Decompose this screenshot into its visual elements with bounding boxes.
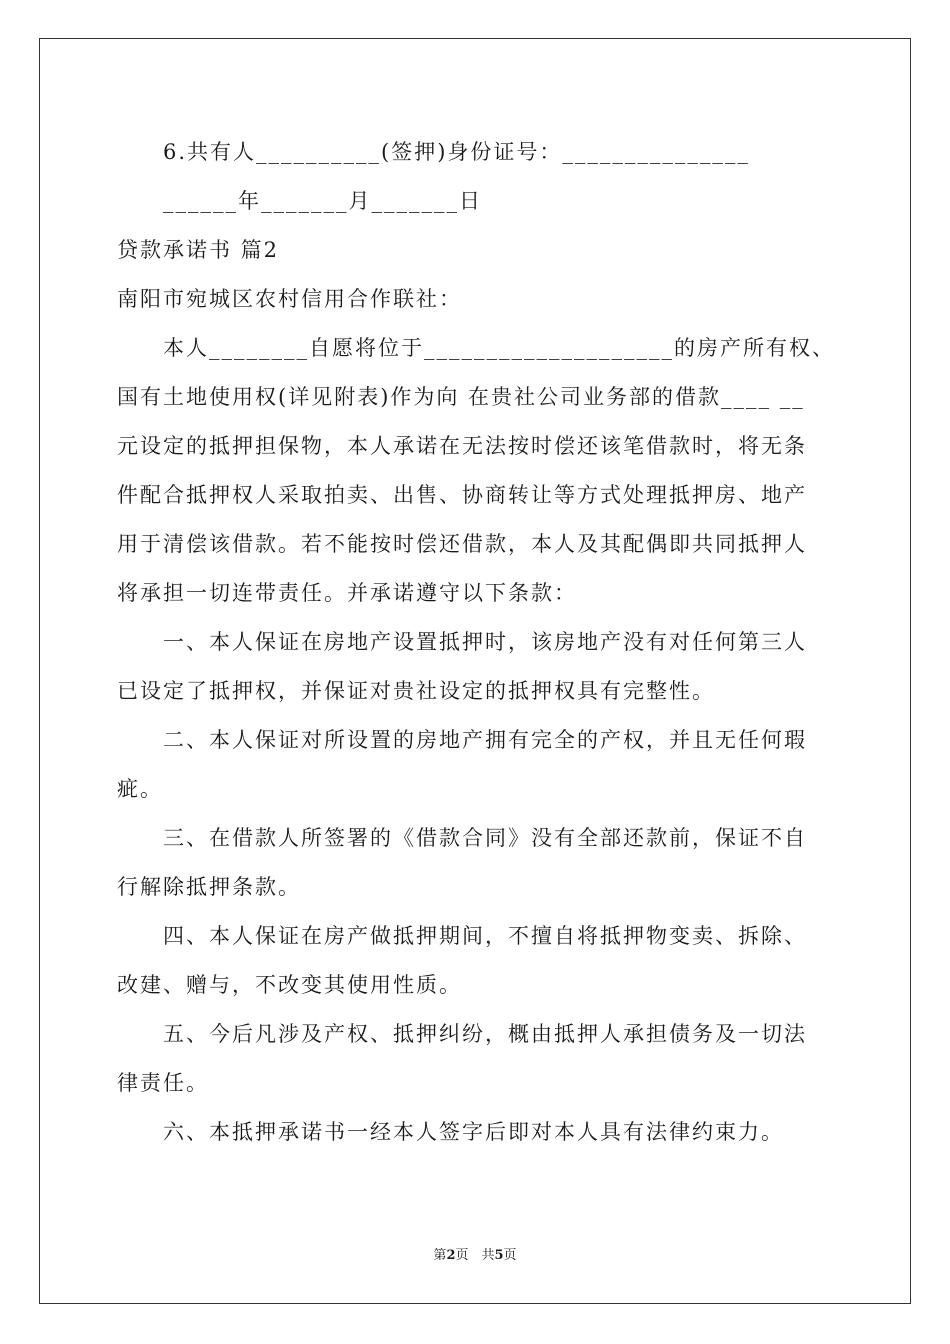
- page-suffix: 页: [503, 1248, 517, 1263]
- paragraph-line: 元设定的抵押担保物，本人承诺在无法按时偿还该笔借款时，将无条: [117, 434, 807, 458]
- document-body: [117, 128, 834, 1157]
- clause-1-continued: 已设定了抵押权，并保证对贵社设定的抵押权具有完整性。: [117, 679, 715, 703]
- clause-4-continued: 改建、赠与，不改变其使用性质。: [117, 973, 462, 997]
- clause-4: 四、本人保证在房产做抵押期间，不擅自将抵押物变卖、拆除、: [163, 924, 807, 948]
- clause-2-continued: 疵。: [117, 777, 163, 801]
- section-heading: 贷款承诺书 篇2: [117, 238, 280, 262]
- co-owner-signature-line: 6.共有人__________(签押)身份证号：_______________: [163, 140, 750, 164]
- current-page-number: 2: [446, 1248, 456, 1263]
- clause-1: 一、本人保证在房地产设置抵押时，该房地产没有对任何第三人: [163, 630, 807, 654]
- total-page-count: 5: [494, 1248, 504, 1263]
- clause-3-continued: 行解除抵押条款。: [117, 875, 301, 899]
- clause-5: 五、今后凡涉及产权、抵押纠纷，概由抵押人承担债务及一切法: [163, 1022, 807, 1046]
- paragraph-line: 件配合抵押权人采取拍卖、出售、协商转让等方式处理抵押房、地产: [117, 483, 807, 507]
- paragraph-line: 用于清偿该借款。若不能按时偿还借款，本人及其配偶即共同抵押人: [117, 532, 807, 556]
- paragraph-line: 国有土地使用权(详见附表)作为向 在贵社公司业务部的借款____ __: [117, 385, 805, 409]
- paragraph-line: 本人________自愿将位于____________________的房产所有权、: [163, 336, 835, 360]
- page-number-footer: [0, 1244, 950, 1263]
- paragraph-line: 将承担一切连带责任。并承诺遵守以下条款：: [117, 581, 577, 605]
- clause-2: 二、本人保证对所设置的房地产拥有完全的产权，并且无任何瑕: [163, 728, 807, 752]
- clause-5-continued: 律责任。: [117, 1071, 209, 1095]
- date-line: ______年_______月_______日: [163, 189, 482, 213]
- addressee: 南阳市宛城区农村信用合作联社：: [117, 287, 462, 311]
- page-mid: 页 共: [455, 1248, 495, 1263]
- page-prefix: 第: [433, 1248, 447, 1263]
- clause-3: 三、在借款人所签署的《借款合同》没有全部还款前，保证不自: [163, 826, 807, 850]
- clause-6: 六、本抵押承诺书一经本人签字后即对本人具有法律约束力。: [163, 1120, 784, 1144]
